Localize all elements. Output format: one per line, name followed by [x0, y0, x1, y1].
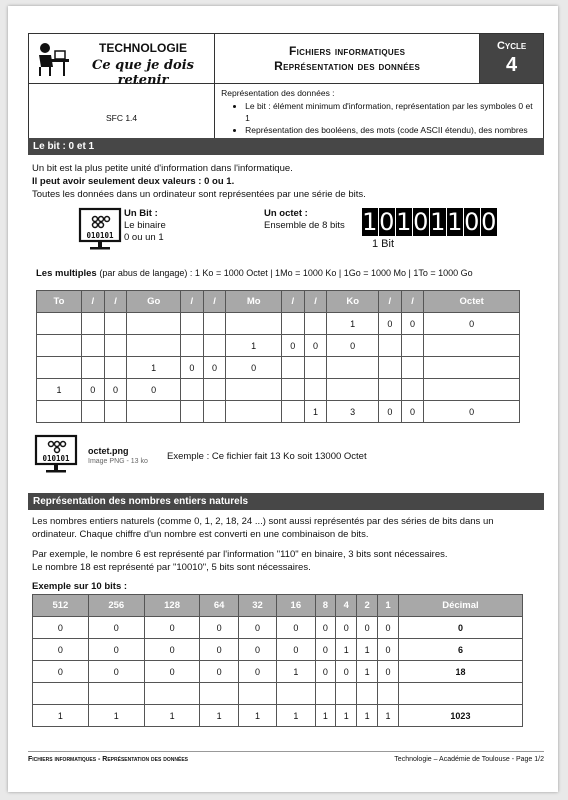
table-cell: 0	[88, 661, 144, 683]
table-cell	[327, 379, 379, 401]
bit-icon-text: 010101	[86, 231, 114, 240]
table-cell	[203, 335, 226, 357]
multiples-label: Les multiples	[36, 268, 97, 279]
table-cell: 0	[33, 617, 89, 639]
computer-binary-icon	[78, 207, 124, 253]
table-cell: 0	[378, 401, 401, 423]
table-cell	[281, 379, 304, 401]
table-cell	[81, 357, 104, 379]
sfc-code: SFC 1.4	[105, 112, 138, 123]
table-cell: 1	[127, 357, 181, 379]
intro-item: • Le bit : élément minimum d'information, représentation par les symboles 0 et 1	[245, 100, 537, 124]
brand-title: TECHNOLOGIE	[98, 40, 187, 55]
example-title: Exemple sur 10 bits :	[32, 581, 128, 592]
table-cell	[37, 313, 82, 335]
octet-bit: 1	[396, 208, 412, 236]
table-row	[37, 401, 520, 423]
table-cell: 0	[424, 401, 520, 423]
table-row	[37, 357, 520, 379]
table-cell: 1	[304, 401, 327, 423]
bit-line3: Toutes les données dans un ordinateur sont représentées par une série de bits.	[32, 189, 366, 200]
table-cell	[357, 683, 378, 705]
table-cell: 0	[398, 617, 522, 639]
table-cell	[401, 357, 424, 379]
table-cell: 0	[127, 379, 181, 401]
octet-bit: 1	[430, 208, 446, 236]
header-cell: 2	[357, 595, 378, 617]
table-row	[33, 705, 523, 727]
bit-def-line2: 0 ou un 1	[124, 232, 164, 243]
table-cell: 0	[200, 617, 238, 639]
table-cell	[203, 313, 226, 335]
table-cell: 3	[327, 401, 379, 423]
table-cell	[104, 357, 127, 379]
header-cell: Mo	[226, 291, 282, 313]
octet-bit: 1	[362, 208, 378, 236]
octet-bit: 0	[481, 208, 497, 236]
footer	[28, 751, 544, 763]
header-cell: Go	[127, 291, 181, 313]
table-cell	[226, 379, 282, 401]
header-cell: 4	[336, 595, 357, 617]
table-cell: 0	[88, 639, 144, 661]
file-icon-text: 010101	[42, 454, 70, 463]
table-cell: 0	[336, 617, 357, 639]
table-cell: 0	[327, 335, 379, 357]
table-cell	[424, 357, 520, 379]
header-cell: 64	[200, 595, 238, 617]
table-cell: 0	[315, 617, 336, 639]
table-cell: 0	[401, 313, 424, 335]
doc-title-line1: Fichiers informatiques	[289, 43, 406, 58]
table-row	[33, 661, 523, 683]
table-cell	[127, 401, 181, 423]
table-cell: 0	[200, 639, 238, 661]
table-cell: 0	[144, 661, 200, 683]
table-cell: 1023	[398, 705, 522, 727]
table-cell: 0	[33, 639, 89, 661]
octet-definition	[264, 208, 364, 232]
table-cell: 1	[144, 705, 200, 727]
header-cell: 32	[238, 595, 276, 617]
table-cell: 0	[378, 661, 399, 683]
bit-title: Un Bit :	[124, 208, 158, 219]
footer-right: Technologie – Académie de Toulouse - Page 1/2	[394, 756, 544, 763]
table-cell	[203, 401, 226, 423]
octet-caption: 1 Bit	[372, 238, 395, 250]
table-cell	[104, 313, 127, 335]
table-cell: 0	[378, 313, 401, 335]
table-cell: 0	[315, 661, 336, 683]
table-cell	[226, 313, 282, 335]
table-cell: 1	[88, 705, 144, 727]
units-header-row	[37, 291, 520, 313]
header-cell: 1	[378, 595, 399, 617]
bit-line1: Un bit est la plus petite unité d'information dans l'informatique.	[32, 163, 293, 174]
table-cell: 0	[238, 639, 276, 661]
table-cell	[180, 379, 203, 401]
table-row	[33, 617, 523, 639]
section-bit-title: Le bit : 0 et 1	[28, 138, 544, 155]
table-cell	[304, 313, 327, 335]
table-cell: 0	[277, 617, 315, 639]
table-cell	[127, 335, 181, 357]
header-cell: Décimal	[398, 595, 522, 617]
table-cell: 0	[336, 661, 357, 683]
table-cell	[398, 683, 522, 705]
student-desk-icon	[33, 39, 73, 79]
table-cell	[401, 335, 424, 357]
header-cell: /	[281, 291, 304, 313]
table-cell: 1	[357, 705, 378, 727]
table-cell: 0	[304, 335, 327, 357]
header-cell: /	[401, 291, 424, 313]
table-cell	[81, 401, 104, 423]
computer-file-icon	[34, 434, 80, 476]
table-cell: 0	[315, 639, 336, 661]
file-name[interactable]: octet.png	[88, 446, 129, 456]
table-cell	[37, 357, 82, 379]
file-meta: Image PNG - 13 ko	[88, 458, 148, 465]
header-cell: 512	[33, 595, 89, 617]
table-cell: 0	[33, 661, 89, 683]
table-cell	[378, 335, 401, 357]
header-cell: Ko	[327, 291, 379, 313]
table-cell	[336, 683, 357, 705]
int-p2-line2: Le nombre 18 est représenté par "10010", 5 bits sont nécessaires.	[32, 562, 311, 573]
table-cell: 0	[144, 639, 200, 661]
table-cell	[180, 313, 203, 335]
intro-title: Représentation des données :	[221, 88, 335, 98]
integers-paragraph1	[32, 515, 544, 541]
table-cell	[104, 401, 127, 423]
cycle-cell	[480, 34, 544, 84]
table-cell: 1	[33, 705, 89, 727]
table-cell	[37, 335, 82, 357]
table-cell: 0	[281, 335, 304, 357]
cycle-label: Cycle	[496, 40, 527, 52]
table-cell: 1	[226, 335, 282, 357]
table-cell: 0	[203, 357, 226, 379]
table-cell	[327, 357, 379, 379]
multiples-note: (par abus de langage) : 1 Ko = 1000 Octet | 1Mo = 1000 Ko | 1Go = 1000 Mo | 1To = 1000 Go	[99, 268, 473, 278]
table-cell	[304, 357, 327, 379]
table-cell	[104, 335, 127, 357]
table-row	[37, 379, 520, 401]
int-p2-line1: Par exemple, le nombre 6 est représenté par l'information "110" en binaire, 3 bits sont nécessaires.	[32, 549, 448, 560]
header-cell: /	[378, 291, 401, 313]
table-cell	[281, 357, 304, 379]
header-cell: To	[37, 291, 82, 313]
table-cell: 1	[277, 705, 315, 727]
int-p1-line1: Les nombres entiers naturels (comme 0, 1, 2, 18, 24 ...) sont aussi représentés par des séries de bits dans un	[32, 516, 494, 527]
doc-title-cell	[215, 34, 480, 84]
table-cell	[37, 401, 82, 423]
table-cell	[378, 683, 399, 705]
bit-line2: Il peut avoir seulement deux valeurs : 0 ou 1.	[32, 176, 235, 187]
table-cell: 1	[238, 705, 276, 727]
table-cell	[88, 683, 144, 705]
table-cell	[378, 357, 401, 379]
integers-paragraph2	[32, 548, 544, 574]
document-page	[8, 6, 558, 792]
table-cell	[33, 683, 89, 705]
table-cell	[144, 683, 200, 705]
table-cell: 1	[315, 705, 336, 727]
section-bit-intro	[32, 162, 544, 201]
doc-title-line2: Représentation des données	[274, 58, 421, 73]
table-row	[33, 639, 523, 661]
brand-subtitle: Ce que je dois retenir	[91, 57, 194, 88]
table-cell: 0	[378, 639, 399, 661]
table-cell: 0	[238, 661, 276, 683]
table-cell: 6	[398, 639, 522, 661]
bits-table	[32, 594, 523, 727]
table-cell: 0	[238, 617, 276, 639]
octet-bit: 0	[464, 208, 480, 236]
table-row	[33, 683, 523, 705]
footer-left: Fichiers informatiques - Représentation des données	[28, 756, 189, 763]
octet-desc: Ensemble de 8 bits	[264, 220, 345, 231]
table-cell: 0	[277, 639, 315, 661]
units-table	[36, 290, 520, 423]
table-cell	[281, 313, 304, 335]
section-integers-title: Représentation des nombres entiers naturels	[28, 493, 544, 510]
bit-definition	[124, 208, 214, 244]
table-cell: 0	[226, 357, 282, 379]
table-row	[37, 335, 520, 357]
octet-bit: 1	[447, 208, 463, 236]
table-cell	[180, 335, 203, 357]
multiples-line	[36, 267, 548, 280]
bits-header-row	[33, 595, 523, 617]
table-cell: 0	[104, 379, 127, 401]
table-cell: 1	[327, 313, 379, 335]
table-cell	[277, 683, 315, 705]
brand-cell	[29, 34, 215, 88]
header-cell: /	[304, 291, 327, 313]
table-cell	[304, 379, 327, 401]
table-cell: 0	[424, 313, 520, 335]
header-cell: 256	[88, 595, 144, 617]
octet-bit: 0	[379, 208, 395, 236]
table-cell: 0	[378, 617, 399, 639]
table-cell	[424, 379, 520, 401]
table-cell	[238, 683, 276, 705]
table-cell: 1	[336, 705, 357, 727]
table-cell: 1	[37, 379, 82, 401]
table-cell	[127, 313, 181, 335]
header-table	[28, 33, 544, 152]
table-cell: 1	[336, 639, 357, 661]
cycle-number: 4	[506, 54, 518, 76]
table-cell: 0	[401, 401, 424, 423]
header-cell: 8	[315, 595, 336, 617]
header-cell: 128	[144, 595, 200, 617]
header-cell: /	[203, 291, 226, 313]
table-cell	[315, 683, 336, 705]
intro-item: • Représentation des booléens, des mots (code ASCII étendu), des nombres	[245, 124, 537, 148]
header-cell: /	[81, 291, 104, 313]
table-cell: 0	[357, 617, 378, 639]
header-cell: Octet	[424, 291, 520, 313]
header-cell: /	[104, 291, 127, 313]
table-cell: 0	[180, 357, 203, 379]
table-cell: 1	[357, 661, 378, 683]
table-cell	[378, 379, 401, 401]
file-example: Exemple : Ce fichier fait 13 Ko soit 13000 Octet	[167, 451, 367, 462]
table-cell: 1	[277, 661, 315, 683]
header-cell: 16	[277, 595, 315, 617]
octet-bit: 0	[413, 208, 429, 236]
table-cell	[81, 335, 104, 357]
table-cell	[424, 335, 520, 357]
octet-title: Un octet :	[264, 208, 308, 219]
table-cell	[180, 401, 203, 423]
file-info	[88, 446, 148, 465]
table-cell: 18	[398, 661, 522, 683]
table-cell	[81, 313, 104, 335]
table-cell: 0	[81, 379, 104, 401]
table-cell: 1	[378, 705, 399, 727]
table-cell	[200, 683, 238, 705]
table-cell	[401, 379, 424, 401]
bit-def-line1: Le binaire	[124, 220, 166, 231]
header-cell: /	[180, 291, 203, 313]
table-cell	[226, 401, 282, 423]
int-p1-line2: ordinateur. Chaque chiffre d'un nombre est converti en une combinaison de bits.	[32, 529, 369, 540]
table-cell	[203, 379, 226, 401]
octet-digits	[362, 208, 498, 236]
table-cell: 0	[200, 661, 238, 683]
table-cell: 1	[357, 639, 378, 661]
table-cell	[281, 401, 304, 423]
table-cell: 0	[144, 617, 200, 639]
table-cell: 1	[200, 705, 238, 727]
table-row	[37, 313, 520, 335]
table-cell: 0	[88, 617, 144, 639]
